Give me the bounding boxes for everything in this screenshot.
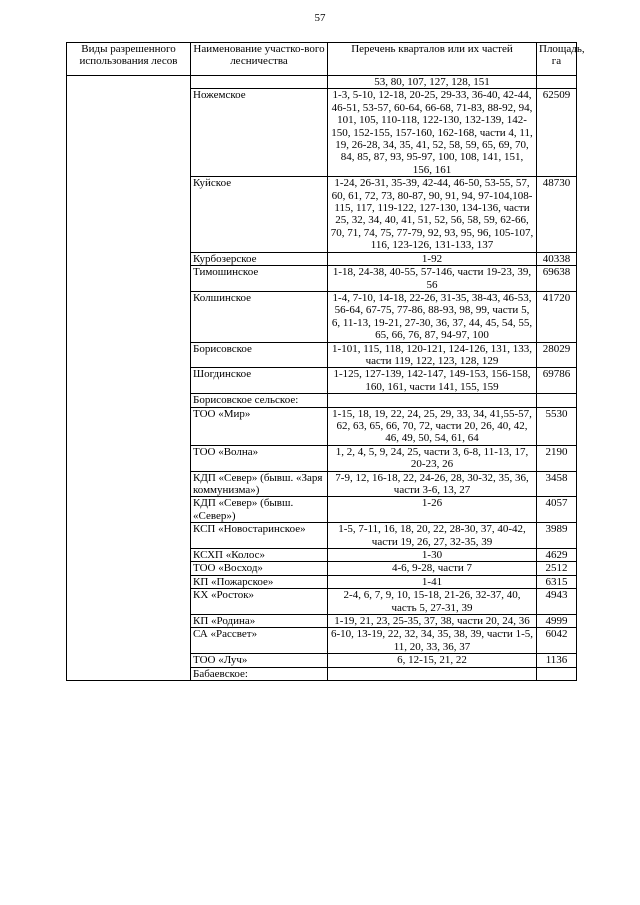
quarters-cell: 1-5, 7-11, 16, 18, 20, 22, 28-30, 37, 40-42, части 19, 26, 27, 32-35, 39 (328, 523, 537, 549)
area-cell: 4629 (537, 549, 577, 562)
forestry-name-cell: ТОО «Луч» (191, 654, 328, 667)
forestry-name-cell: КСП «Новостаринское» (191, 523, 328, 549)
forestry-name-cell: ТОО «Восход» (191, 562, 328, 575)
forestry-name-cell: ТОО «Мир» (191, 407, 328, 445)
forestry-name-cell: Борисовское (191, 342, 328, 368)
table-row (67, 76, 577, 89)
quarters-cell: 6-10, 13-19, 22, 32, 34, 35, 38, 39, части 1-5, 11, 20, 33, 36, 37 (328, 628, 537, 654)
quarters-cell: 1-24, 26-31, 35-39, 42-44, 46-50, 53-55, 57, 60, 61, 72, 73, 80-87, 90, 91, 94, 97-104,108-115, 117, 119-122, 127-130, 134-136, части 25, 32, 34, 40, 41, 51, 52, 56, 58, 59, 62-66, 70, 71, 74, 75, 77-79, 92, 93, 95, 96, 105-107, 116, 123-126, 131-133, 137 (328, 177, 537, 252)
area-cell: 6315 (537, 575, 577, 588)
area-cell: 69786 (537, 368, 577, 394)
quarters-cell: 1, 2, 4, 5, 9, 24, 25, части 3, 6-8, 11-13, 17, 20-23, 26 (328, 445, 537, 471)
area-cell: 1136 (537, 654, 577, 667)
area-cell: 5530 (537, 407, 577, 445)
section-name-cell: Борисовское сельское: (191, 394, 328, 407)
area-cell (537, 394, 577, 407)
area-cell: 3989 (537, 523, 577, 549)
area-cell: 4057 (537, 497, 577, 523)
section-name-cell: Бабаевское: (191, 667, 328, 680)
forestry-name-cell: КСХП «Колос» (191, 549, 328, 562)
area-cell: 6042 (537, 628, 577, 654)
header-area-ha: Площадь, га (537, 43, 577, 76)
area-cell: 48730 (537, 177, 577, 252)
area-cell (537, 76, 577, 89)
forestry-name-cell: Колшинское (191, 291, 328, 342)
forestry-name-cell (191, 76, 328, 89)
forest-use-type-cell (67, 76, 191, 681)
header-quarters-list: Перечень кварталов или их частей (328, 43, 537, 76)
quarters-cell: 4-6, 9-28, части 7 (328, 562, 537, 575)
forestry-name-cell: Ножемское (191, 89, 328, 177)
area-cell: 41720 (537, 291, 577, 342)
quarters-cell: 1-125, 127-139, 142-147, 149-153, 156-158, 160, 161, части 141, 155, 159 (328, 368, 537, 394)
area-cell: 4943 (537, 589, 577, 615)
quarters-cell: 1-101, 115, 118, 120-121, 124-126, 131, 133, части 119, 122, 123, 128, 129 (328, 342, 537, 368)
forestry-name-cell: Куйское (191, 177, 328, 252)
forestry-name-cell: Шогдинское (191, 368, 328, 394)
area-cell (537, 667, 577, 680)
quarters-cell: 53, 80, 107, 127, 128, 151 (328, 76, 537, 89)
header-forest-use-types: Виды разрешенного использования лесов (67, 43, 191, 76)
quarters-cell: 1-41 (328, 575, 537, 588)
area-cell: 40338 (537, 252, 577, 265)
quarters-cell: 1-3, 5-10, 12-18, 20-25, 29-33, 36-40, 42-44, 46-51, 53-57, 60-64, 66-68, 71-83, 88-92, 94, 101, 105, 110-118, 122-130, 132-139, 142-150, 152-155, 157-160, 162-168, части 4, 11, 19, 26-28, 34, 35, 41, 52, 58, 59, 65, 69, 70, 84, 85, 87, 93, 95-97, 100, 108, 141, 151, 156, 161 (328, 89, 537, 177)
forestry-name-cell: Курбозерское (191, 252, 328, 265)
quarters-cell: 7-9, 12, 16-18, 22, 24-26, 28, 30-32, 35, 36, части 3-6, 13, 27 (328, 471, 537, 497)
area-cell: 4999 (537, 615, 577, 628)
quarters-cell: 2-4, 6, 7, 9, 10, 15-18, 21-26, 32-37, 40, часть 5, 27-31, 39 (328, 589, 537, 615)
forestry-name-cell: ТОО «Волна» (191, 445, 328, 471)
forestry-name-cell: СА «Рассвет» (191, 628, 328, 654)
area-cell: 69638 (537, 266, 577, 292)
area-cell: 2512 (537, 562, 577, 575)
area-cell: 3458 (537, 471, 577, 497)
quarters-cell: 1-19, 21, 23, 25-35, 37, 38, части 20, 24, 36 (328, 615, 537, 628)
area-cell: 28029 (537, 342, 577, 368)
quarters-cell: 1-92 (328, 252, 537, 265)
quarters-cell: 1-4, 7-10, 14-18, 22-26, 31-35, 38-43, 46-53, 56-64, 67-75, 77-86, 88-93, 98, 99, части 5, 6, 11-13, 19-21, 27-30, 36, 37, 44, 45, 54, 55, 65, 66, 76, 87, 94-97, 100 (328, 291, 537, 342)
forestry-name-cell: КХ «Росток» (191, 589, 328, 615)
area-cell: 2190 (537, 445, 577, 471)
table-header-row (67, 43, 577, 76)
quarters-cell: 6, 12-15, 21, 22 (328, 654, 537, 667)
quarters-cell: 1-15, 18, 19, 22, 24, 25, 29, 33, 34, 41,55-57, 62, 63, 65, 66, 70, 72, части 20, 26, 40, 42, 46, 49, 50, 54, 61, 64 (328, 407, 537, 445)
area-cell: 62509 (537, 89, 577, 177)
quarters-cell (328, 667, 537, 680)
header-forestry-name: Наименование участко-вого лесничества (191, 43, 328, 76)
forestry-name-cell: КДП «Север» (бывш. «Заря коммунизма») (191, 471, 328, 497)
forestry-name-cell: КП «Родина» (191, 615, 328, 628)
quarters-cell: 1-18, 24-38, 40-55, 57-146, части 19-23, 39, 56 (328, 266, 537, 292)
forestry-name-cell: КДП «Север» (бывш. «Север») (191, 497, 328, 523)
forestry-name-cell: КП «Пожарское» (191, 575, 328, 588)
forestry-name-cell: Тимошинское (191, 266, 328, 292)
page-number: 57 (314, 12, 326, 24)
quarters-cell (328, 394, 537, 407)
quarters-cell: 1-30 (328, 549, 537, 562)
forest-quarters-table (66, 42, 585, 681)
quarters-cell: 1-26 (328, 497, 537, 523)
